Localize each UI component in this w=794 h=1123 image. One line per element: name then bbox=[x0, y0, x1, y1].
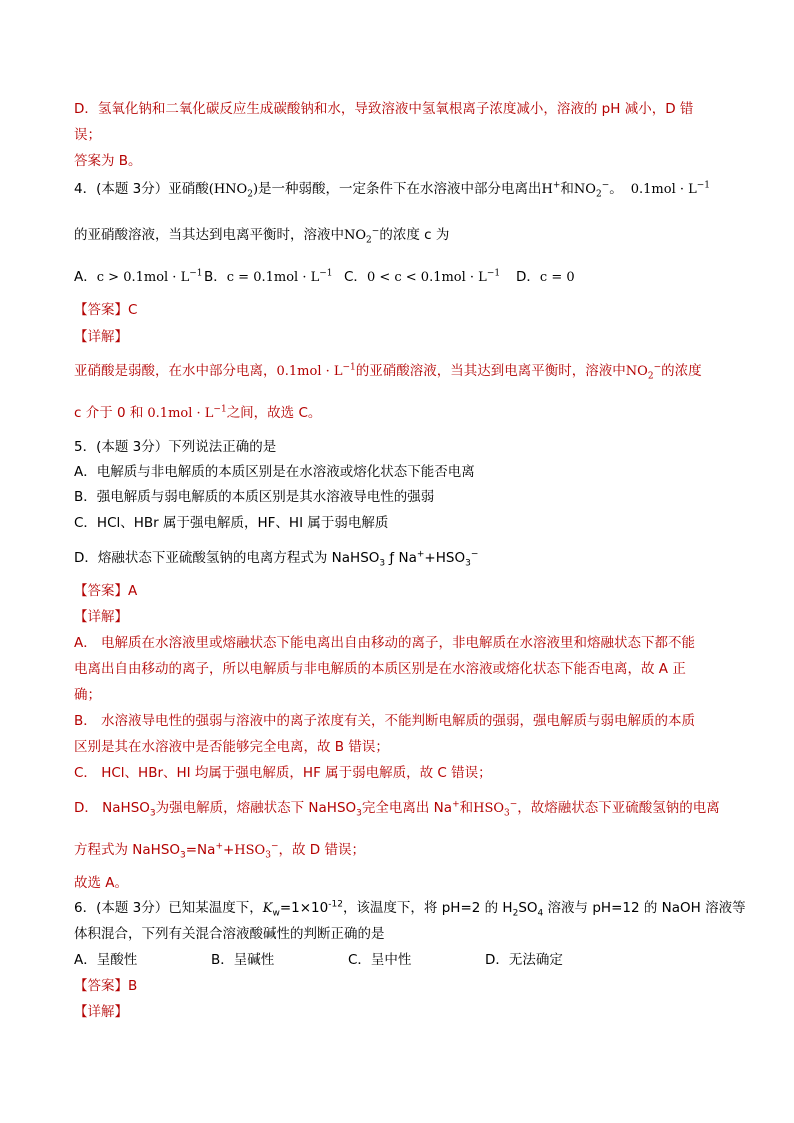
q5-option-a: A．电解质与非电解质的本质区别是在水溶液或熔化状态下能否电离 bbox=[74, 464, 475, 480]
q5-explain-b-2: 区别是其在水溶液中是否能够完全电离，故 B 错误； bbox=[74, 739, 389, 755]
q5-detail-heading: 【详解】 bbox=[74, 609, 128, 625]
q4-explanation-line2: c 介于 0 和 $0.1mol \cdot L^{-1}$之间，故选 C。 bbox=[74, 404, 322, 421]
q6-option-d: D．无法确定 bbox=[485, 952, 563, 968]
q5-explain-a-1: A． 电解质在水溶液里或熔融状态下能电离出自由移动的离子，非电解质在水溶液里和熔融状态下都不能 bbox=[74, 635, 696, 651]
q6-answer: 【答案】B bbox=[74, 978, 138, 994]
q5-option-b: B．强电解质与弱电解质的本质区别是其水溶液导电性的强弱 bbox=[74, 489, 435, 505]
q4-option-b: B．$c = 0.1mol \cdot L^{-1}$ bbox=[204, 268, 333, 285]
q5-stem: 5．(本题 3分）下列说法正确的是 bbox=[74, 439, 277, 455]
q6-stem-line1: 6．(本题 3分）已知某温度下，$K_w=1\times 10^{-12}$，该温度下，将 pH=2 的 $H_2SO_4$ 溶液与 pH=12 的 NaOH 溶液等 bbox=[74, 899, 746, 919]
q5-explain-a-2: 电离出自由移动的离子，所以电解质与非电解质的本质区别是在水溶液或熔化状态下能否电离，故 A 正 bbox=[74, 661, 686, 677]
q4-stem-line2: 的亚硝酸溶液，当其达到电离平衡时，溶液中$NO_2^-$的浓度 c 为 bbox=[74, 226, 450, 246]
q4-option-c: C．$0 < c < 0.1mol \cdot L^{-1}$ bbox=[344, 268, 501, 285]
q5-explain-c: C． HCl、HBr、HI 均属于强电解质，HF 属于弱电解质，故 C 错误； bbox=[74, 765, 492, 781]
q6-option-c: C．呈中性 bbox=[348, 952, 412, 968]
q6-options bbox=[74, 951, 563, 969]
q5-answer: 【答案】A bbox=[74, 583, 138, 599]
q6-option-b: B．呈碱性 bbox=[211, 952, 275, 968]
q5-option-c: C．HCl、HBr 属于强电解质，HF、HI 属于弱电解质 bbox=[74, 515, 389, 531]
q4-option-d: D．c = 0 bbox=[516, 269, 575, 285]
q4-answer: 【答案】C bbox=[74, 302, 138, 318]
q5-conclusion: 故选 A。 bbox=[74, 875, 129, 891]
q4-detail-heading: 【详解】 bbox=[74, 329, 128, 345]
q6-detail-heading: 【详解】 bbox=[74, 1004, 128, 1020]
q6-option-a: A．呈酸性 bbox=[74, 952, 138, 968]
q4-option-a: A．$c > 0.1mol \cdot L^{-1}$ bbox=[74, 268, 203, 285]
q5-explain-d-1: D． NaHSO$_3$为强电解质，熔融状态下 NaHSO$_3$完全电离出 Na+和$HSO_3^-$，故熔融状态下亚硫酸氢钠的电离 bbox=[74, 799, 720, 819]
q4-stem-line1: 4．(本题 3分）亚硝酸$(HNO_2)$是一种弱酸，一定条件下在水溶液中部分电离出H+和$NO_2^-$。 $0.1mol \cdot L^{-1}$ bbox=[74, 180, 711, 200]
q5-explain-d-2: 方程式为 $NaHSO_3=Na^++HSO_3^-$，故 D 错误； bbox=[74, 841, 365, 861]
q5-explain-a-3: 确； bbox=[74, 687, 101, 703]
prev-answer: 答案为 B。 bbox=[74, 153, 142, 169]
prev-option-d-explanation-cont: 误； bbox=[74, 127, 101, 143]
q4-options bbox=[74, 268, 575, 287]
prev-option-d-explanation: D．氢氧化钠和二氧化碳反应生成碳酸钠和水，导致溶液中氢氧根离子浓度减小，溶液的 pH 减小，D 错 bbox=[74, 101, 694, 117]
q5-explain-b-1: B． 水溶液导电性的强弱与溶液中的离子浓度有关，不能判断电解质的强弱，强电解质与弱电解质的本质 bbox=[74, 713, 696, 729]
q6-stem-line2: 体积混合，下列有关混合溶液酸碱性的判断正确的是 bbox=[74, 926, 385, 942]
q4-explanation-line1: 亚硝酸是弱酸，在水中部分电离，$0.1mol \cdot L^{-1}$的亚硝酸溶液，当其达到电离平衡时，溶液中$NO_2^-$的浓度 bbox=[74, 362, 702, 382]
q5-option-d: D．熔融状态下亚硫酸氢钠的电离方程式为 NaHSO$_3$ ƒ $Na^++HSO_3^-$ bbox=[74, 549, 479, 569]
